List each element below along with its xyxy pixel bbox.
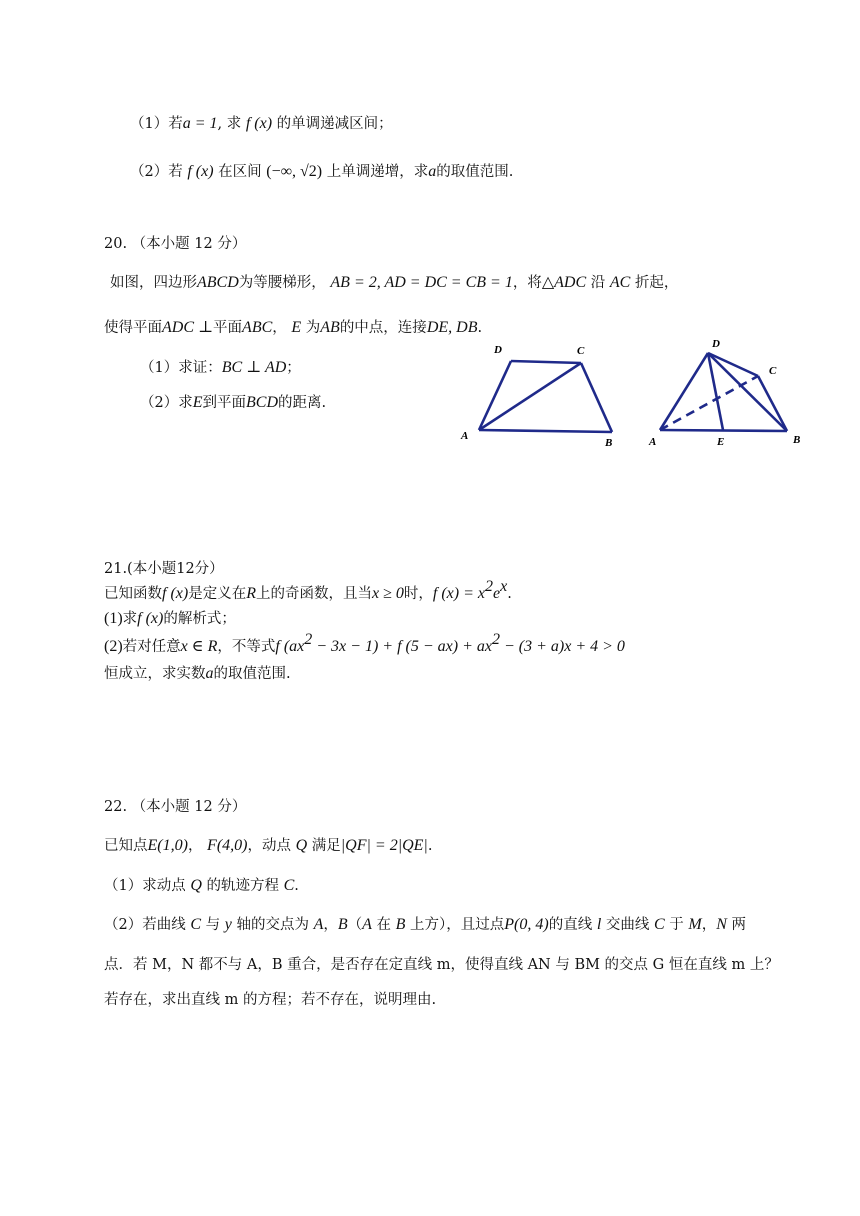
q22-condition: |QF| = 2|QE| (340, 837, 428, 854)
q21-text: 是定义在 (188, 586, 247, 602)
q20-part2 (140, 393, 326, 413)
q22-part2 (104, 915, 746, 935)
q22-point-q: Q (295, 837, 308, 854)
q22-text: 在 (371, 917, 396, 933)
q22-text: （ (347, 917, 363, 933)
q20-part2-label: （2）求 (140, 395, 193, 411)
edge-dc (708, 353, 758, 376)
q20-stem-line1 (110, 273, 678, 293)
q21-inequality: − 3x − 1) + f (5 − ax) + ax (312, 638, 492, 655)
q20-figure-folded (645, 334, 810, 452)
q20-text: 的中点，连接 (339, 320, 427, 336)
q22-point: B (337, 916, 348, 933)
q20-text: 为等腰梯形， (238, 275, 326, 291)
q20-plane: ABC (242, 319, 273, 336)
q22-point: A (362, 916, 372, 933)
q22-stem (104, 836, 432, 856)
q21-set: R (246, 585, 256, 602)
q22-point-p: P(0, 4) (504, 916, 549, 933)
q21-exponent: x (500, 578, 508, 595)
q21-text: 若对任意 (122, 639, 181, 655)
q20-segment: AC (609, 274, 631, 291)
q22-point: M (688, 916, 702, 933)
q22-line-l: l (596, 916, 602, 933)
q19-part2-text2: 上单调递增，求 (326, 164, 429, 180)
q20-part1 (140, 358, 301, 378)
q21-exponent: 2 (491, 631, 500, 648)
label-b: B (793, 434, 801, 446)
q21-part2-label: (2) (104, 638, 123, 655)
q22-text: . (427, 838, 433, 854)
q19-part2-variable: a (428, 163, 437, 180)
q20-text: ， (272, 320, 287, 336)
q20-text: 使得平面 (104, 320, 162, 336)
q19-part1-tail: 的单调递减区间； (276, 116, 393, 132)
q19-part1 (130, 114, 393, 134)
q21-part2-cont (104, 664, 291, 684)
edge-cb (758, 376, 787, 431)
q19-part2 (130, 162, 513, 182)
q22-text: ，动点 (247, 838, 296, 854)
label-a: A (649, 436, 657, 448)
q22-curve: C (653, 916, 665, 933)
q20-text: 如图，四边形 (110, 275, 197, 291)
q22-text: 交曲线 (601, 917, 654, 933)
edge-ac-dashed (660, 376, 758, 430)
q20-part2-plane: BCD (246, 394, 279, 411)
q21-part1 (104, 609, 236, 629)
q21-condition: x ≥ 0 (371, 585, 404, 602)
label-c: C (769, 365, 777, 377)
q20-part1-expr: BC ⊥ AD (221, 359, 287, 376)
q21-text: 已知函数 (104, 586, 162, 602)
q21-text: 的取值范围. (213, 666, 291, 682)
q21-text: 上的奇函数，且当 (255, 586, 372, 602)
q20-part1-label: （1）求证： (140, 360, 222, 376)
q22-point-e: E(1,0) (147, 837, 188, 854)
q19-part1-condition: a = 1 (182, 115, 218, 132)
q22-part2-line3: 若存在，求出直线 m 的方程；若不存在，说明理由. (104, 992, 437, 1008)
q22-text: 上方），且过点 (405, 917, 505, 933)
label-e: E (717, 436, 725, 448)
q20-part2-point: E (192, 394, 203, 411)
q20-part1-tail: ； (286, 360, 301, 376)
q22-text: . (294, 878, 299, 894)
q20-part2-tail: 的距离. (278, 395, 327, 411)
edge-cb (581, 363, 612, 432)
q20-part2-text: 到平面 (202, 395, 247, 411)
q19-part2-text: 在区间 (218, 164, 262, 180)
q20-text: ，将 (512, 275, 542, 291)
q21-condition: x ∈ R (180, 638, 218, 655)
q19-part1-label: （1）若 (130, 116, 183, 132)
q21-equation: f (x) = x (432, 585, 485, 602)
q21-part1-label: (1) (104, 610, 123, 627)
q22-point: N (716, 916, 727, 933)
q20-text: 平面 (213, 320, 243, 336)
q20-text: . (477, 320, 483, 336)
q20-figure-trapezoid (455, 340, 620, 452)
q22-text: （2）若曲线 (104, 917, 191, 933)
q22-text: 的直线 (548, 917, 597, 933)
q22-point: B (395, 916, 406, 933)
q19-part1-text: , 求 (217, 116, 242, 132)
q21-text: . (507, 586, 512, 602)
q20-segments: DE, DB (426, 319, 478, 336)
q22-text: 满足 (307, 838, 341, 854)
q22-part2-line2: 点．若 M，N 都不与 A，B 重合，是否存在定直线 m，使得直线 AN 与 BM 的交点 G 恒在直线 m 上？ (104, 957, 779, 973)
q20-text: 沿 (590, 275, 606, 291)
q22-point-f: F(4,0) (207, 837, 248, 854)
label-c: C (577, 345, 585, 357)
q19-part2-label: （2）若 (130, 164, 183, 180)
q20-text: 为 (305, 320, 321, 336)
q22-point: A (313, 916, 324, 933)
q20-text: 折起， (634, 275, 679, 291)
q22-axis: y (224, 916, 232, 933)
q20-stem-line2 (104, 318, 482, 338)
q21-exponent: 2 (484, 578, 493, 595)
label-b: B (605, 437, 613, 449)
edge-dc (511, 361, 581, 363)
q21-e: e (492, 585, 501, 602)
q20-plane: ADC ⊥ (162, 319, 214, 336)
q22-text: ， (187, 838, 203, 854)
q22-text: 已知点 (104, 838, 148, 854)
q20-quad: ABCD (197, 274, 239, 291)
q21-variable: a (205, 665, 214, 682)
edge-ab (479, 430, 612, 432)
q20-triangle: △ADC (541, 274, 587, 291)
q22-point-q: Q (190, 877, 202, 894)
q20-lengths: AB = 2, AD = DC = CB = 1 (330, 274, 513, 291)
edge-ab (660, 430, 787, 431)
q22-text: 与 (201, 917, 225, 933)
q22-curve: C (283, 877, 295, 894)
q21-inequality: f (ax (275, 638, 305, 655)
q19-part2-function: f (x) (187, 163, 214, 180)
q21-heading: 21.(本小题12分） (104, 561, 224, 577)
q22-heading: 22. （本小题 12 分） (104, 799, 247, 815)
q19-part2-interval: (−∞, √2) (266, 163, 323, 180)
q21-function: f (x) (137, 610, 164, 627)
label-d: D (494, 344, 502, 356)
q22-text: ， (701, 917, 717, 933)
q22-curve: C (190, 916, 202, 933)
edge-ad (660, 353, 708, 430)
label-a: A (461, 430, 469, 442)
q22-part1 (104, 876, 299, 896)
q22-text: 轴的交点为 (231, 917, 314, 933)
q21-exponent: 2 (304, 631, 313, 648)
q21-function: f (x) (162, 585, 189, 602)
q22-text: ， (323, 917, 338, 933)
q22-text: 于 (664, 917, 689, 933)
q20-heading: 20. （本小题 12 分） (104, 236, 247, 252)
q21-inequality: − (3 + a)x + 4 > 0 (499, 638, 625, 655)
q21-part2 (104, 631, 625, 657)
q20-segment: AB (320, 319, 340, 336)
q21-text: ，不等式 (217, 639, 276, 655)
q21-text: 恒成立，求实数 (104, 666, 206, 682)
q21-text: 求 (122, 611, 138, 627)
q22-part1-label: （1）求动点 (104, 878, 191, 894)
label-d: D (712, 338, 720, 350)
q21-text: 时， (403, 586, 433, 602)
q21-stem (104, 578, 512, 604)
q22-text: 两 (726, 917, 746, 933)
q20-point: E (291, 319, 302, 336)
q19-part2-tail: 的取值范围. (436, 164, 514, 180)
q19-part1-function: f (x) (245, 115, 273, 132)
q21-text: 的解析式； (163, 611, 236, 627)
q22-text: 的轨迹方程 (201, 878, 284, 894)
